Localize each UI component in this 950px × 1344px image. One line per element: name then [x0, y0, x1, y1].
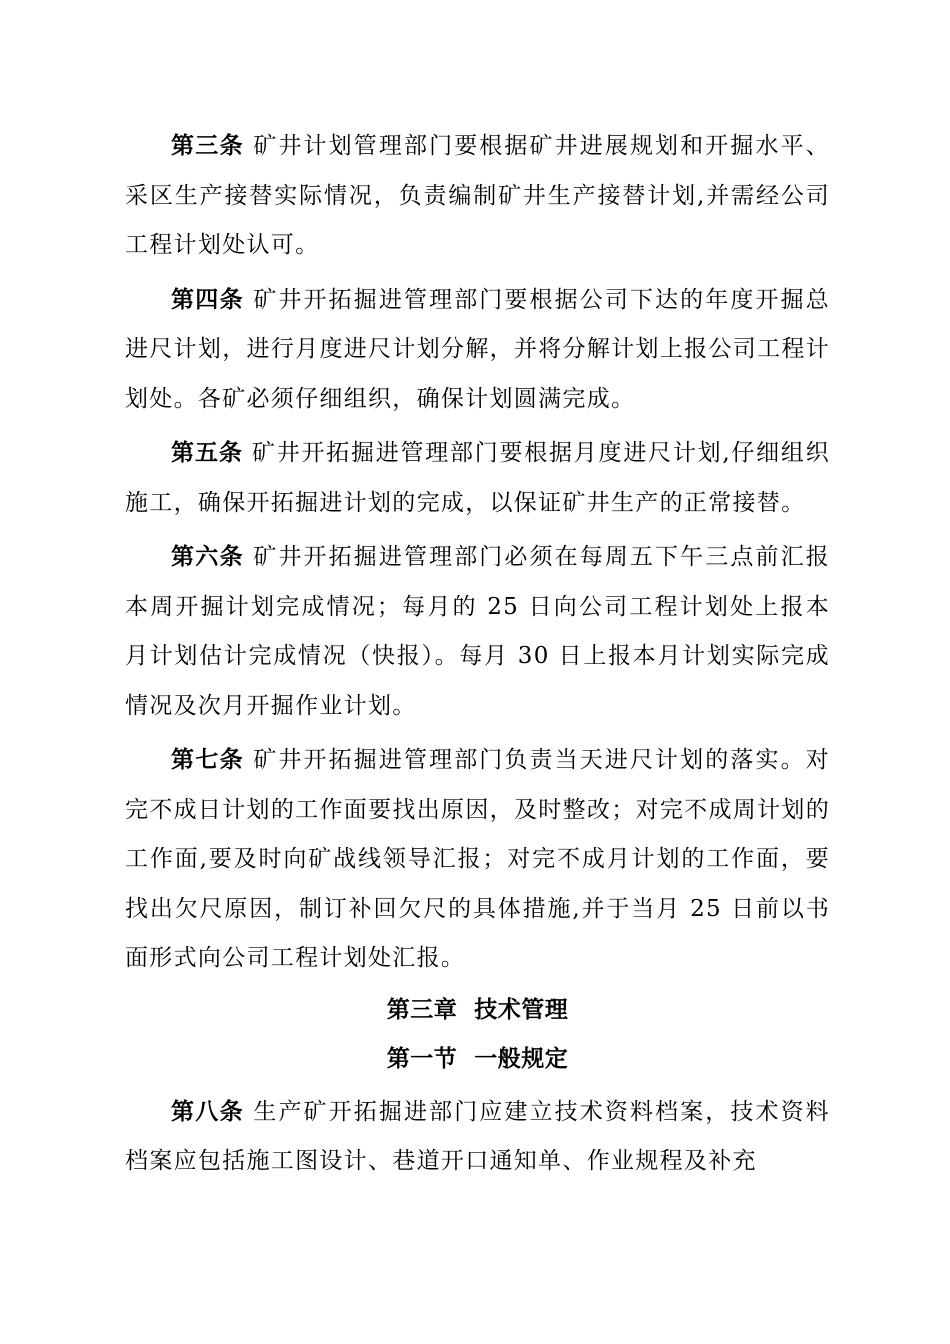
article-text: 矿井开拓掘进管理部门要根据月度进尺计划,仔细组织施工，确保开拓掘进计划的完成，以保证矿井生产的正常接替。 [125, 440, 830, 516]
section-heading: 第一节 一般规定 [386, 1046, 569, 1072]
article-3 [125, 122, 830, 271]
chapter-heading: 第三章 技术管理 [386, 996, 569, 1023]
article-text: 矿井计划管理部门要根据矿井进展规划和开掘水平、采区生产接替实际情况，负责编制矿井生产接替计划,并需经公司工程计划处认可。 [125, 133, 830, 258]
article-6 [125, 533, 830, 731]
article-8 [125, 1088, 830, 1187]
article-7 [125, 736, 830, 984]
article-label: 第五条 [171, 440, 243, 466]
article-label: 第八条 [171, 1098, 244, 1125]
article-text: 生产矿开拓掘进部门应建立技术资料档案，技术资料档案应包括施工图设计、巷道开口通知单、作业规程及补充 [125, 1098, 830, 1174]
article-4 [125, 276, 830, 425]
article-text: 矿井开拓掘进管理部门要根据公司下达的年度开掘总进尺计划，进行月度进尺计划分解，并将分解计划上报公司工程计划处。各矿必须仔细组织，确保计划圆满完成。 [125, 286, 830, 412]
article-label: 第四条 [171, 286, 244, 313]
article-label: 第七条 [171, 747, 244, 773]
article-label: 第三条 [171, 133, 244, 159]
document-page [125, 122, 830, 1187]
article-text: 矿井开拓掘进管理部门负责当天进尺计划的落实。对完不成日计划的工作面要找出原因，及时整改；对完不成周计划的工作面,要及时向矿战线领导汇报；对完不成月计划的工作面，要找出欠尺原因，制订补回欠尺的具体措施,并于当月 25 日前以书面形式向公司工程计划处汇报。 [125, 747, 830, 971]
article-text: 矿井开拓掘进管理部门必须在每周五下午三点前汇报本周开掘计划完成情况；每月的 25 日向公司工程计划处上报本月计划估计完成情况（快报）。每月 30 日上报本月计划实际完成情况及次月开掘作业计划。 [125, 544, 830, 719]
article-label: 第六条 [171, 544, 244, 570]
article-5 [125, 429, 830, 528]
